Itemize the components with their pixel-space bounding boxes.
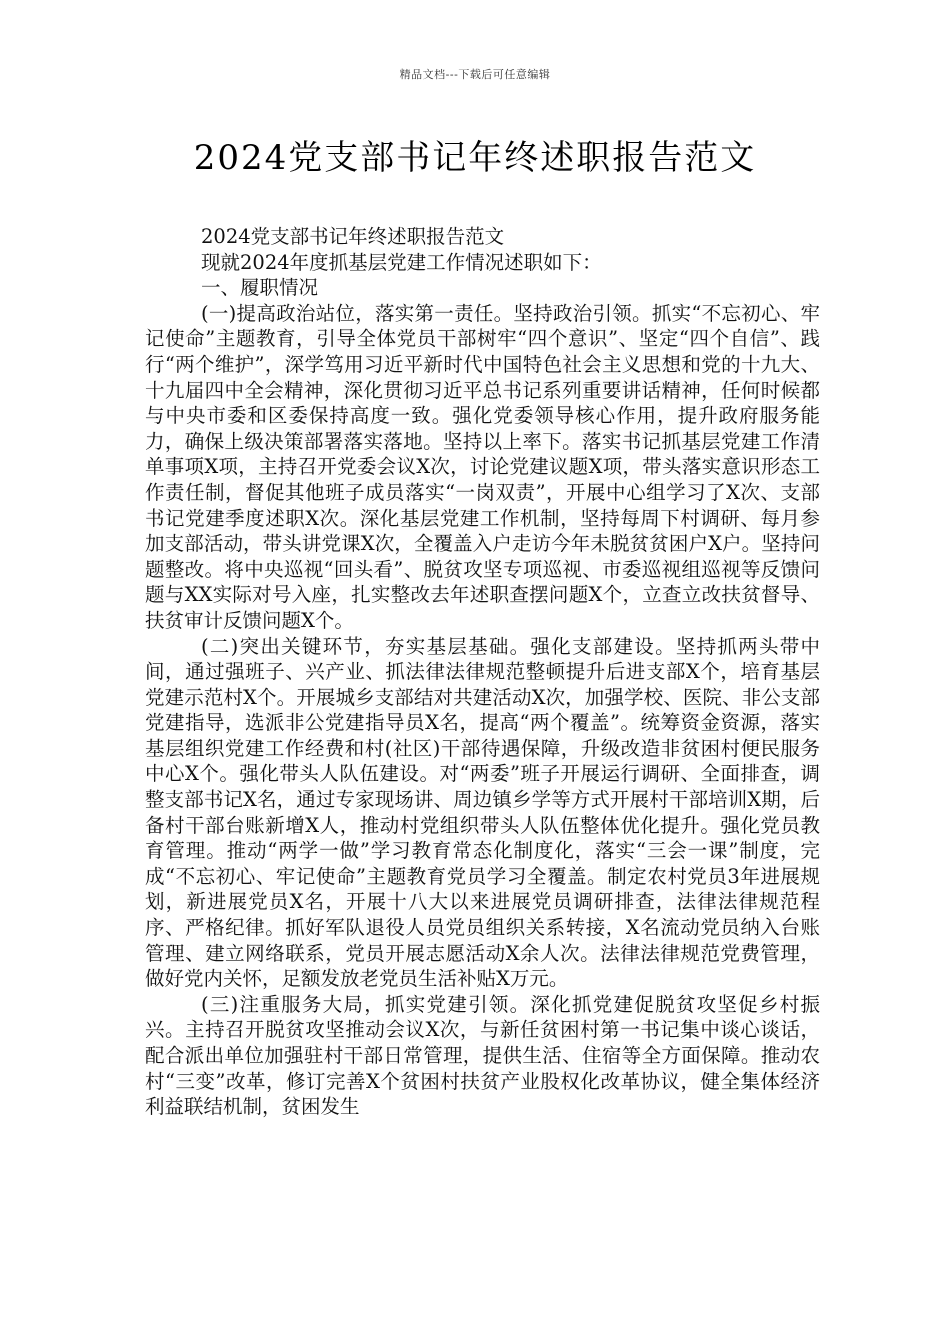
document-body	[145, 224, 820, 1120]
document-title: 2024党支部书记年终述职报告范文	[193, 138, 757, 178]
paragraph-1: (一)提高政治站位，落实第一责任。坚持政治引领。抓实“不忘初心、牢记使命”主题教育，引导全体党员干部树牢“四个意识”、坚定“四个自信”、践行“两个维护”，深学笃用习近平新时代中国特色社会主义思想和党的十九大、十九届四中全会精神，深化贯彻习近平总书记系列重要讲话精神，任何时候都与中央市委和区委保持高度一致。强化党委领导核心作用，提升政府服务能力，确保上级决策部署落实落地。坚持以上率下。落实书记抓基层党建工作清单事项X项，主持召开党委会议X次，讨论党建议题X项，带头落实意识形态工作责任制，督促其他班子成员落实“一岗双责”，开展中心组学习了X次、支部书记党建季度述职X次。深化基层党建工作机制，坚持每周下村调研、每月参加支部活动，带头讲党课X次，全覆盖入户走访今年未脱贫贫困户X户。坚持问题整改。将中央巡视“回头看”、脱贫攻坚专项巡视、市委巡视组巡视等反馈问题与XX实际对号入座，扎实整改去年述职查摆问题X个，立查立改扶贫督导、扶贫审计反馈问题X个。	[145, 301, 820, 632]
paragraph-3: (三)注重服务大局，抓实党建引领。深化抓党建促脱贫攻坚促乡村振兴。主持召开脱贫攻坚推动会议X次，与新任贫困村第一书记集中谈心谈话，配合派出单位加强驻村干部日常管理，提供生活、住宿等全方面保障。推动农村“三变”改革，修订完善X个贫困村扶贫产业股权化改革协议，健全集体经济利益联结机制，贫困发生	[145, 992, 820, 1119]
body-subtitle: 2024党支部书记年终述职报告范文	[201, 225, 505, 248]
section-heading: 一、履职情况	[201, 276, 319, 300]
header-note: 精品文档---下载后可任意编辑	[399, 68, 551, 81]
intro-paragraph: 现就2024年度抓基层党建工作情况述职如下：	[201, 250, 602, 274]
paragraph-2: (二)突出关键环节，夯实基层基础。强化支部建设。坚持抓两头带中间，通过强班子、兴产业、抓法律法律规范整顿提升后进支部X个，培育基层党建示范村X个。开展城乡支部结对共建活动X次，加强学校、医院、非公支部党建指导，选派非公党建指导员X名，提高“两个覆盖”。统筹资金资源，落实基层组织党建工作经费和村(社区)干部待遇保障，升级改造非贫困村便民服务中心X个。强化带头人队伍建设。对“两委”班子开展运行调研、全面排查，调整支部书记X名，通过专家现场讲、周边镇乡学等方式开展村干部培训X期，后备村干部台账新增X人，推动村党组织带头人队伍整体优化提升。强化党员教育管理。推动“两学一做”学习教育常态化制度化，落实“三会一课”制度，完成“不忘初心、牢记使命”主题教育党员学习全覆盖。制定农村党员3年进展规划，新进展党员X名，开展十八大以来进展党员调研排查，法律法律规范程序、严格纪律。抓好军队退役人员党员组织关系转接，X名流动党员纳入台账管理、建立网络联系，党员开展志愿活动X余人次。法律法律规范党费管理，做好党内关怀，足额发放老党员生活补贴X万元。	[145, 634, 820, 991]
